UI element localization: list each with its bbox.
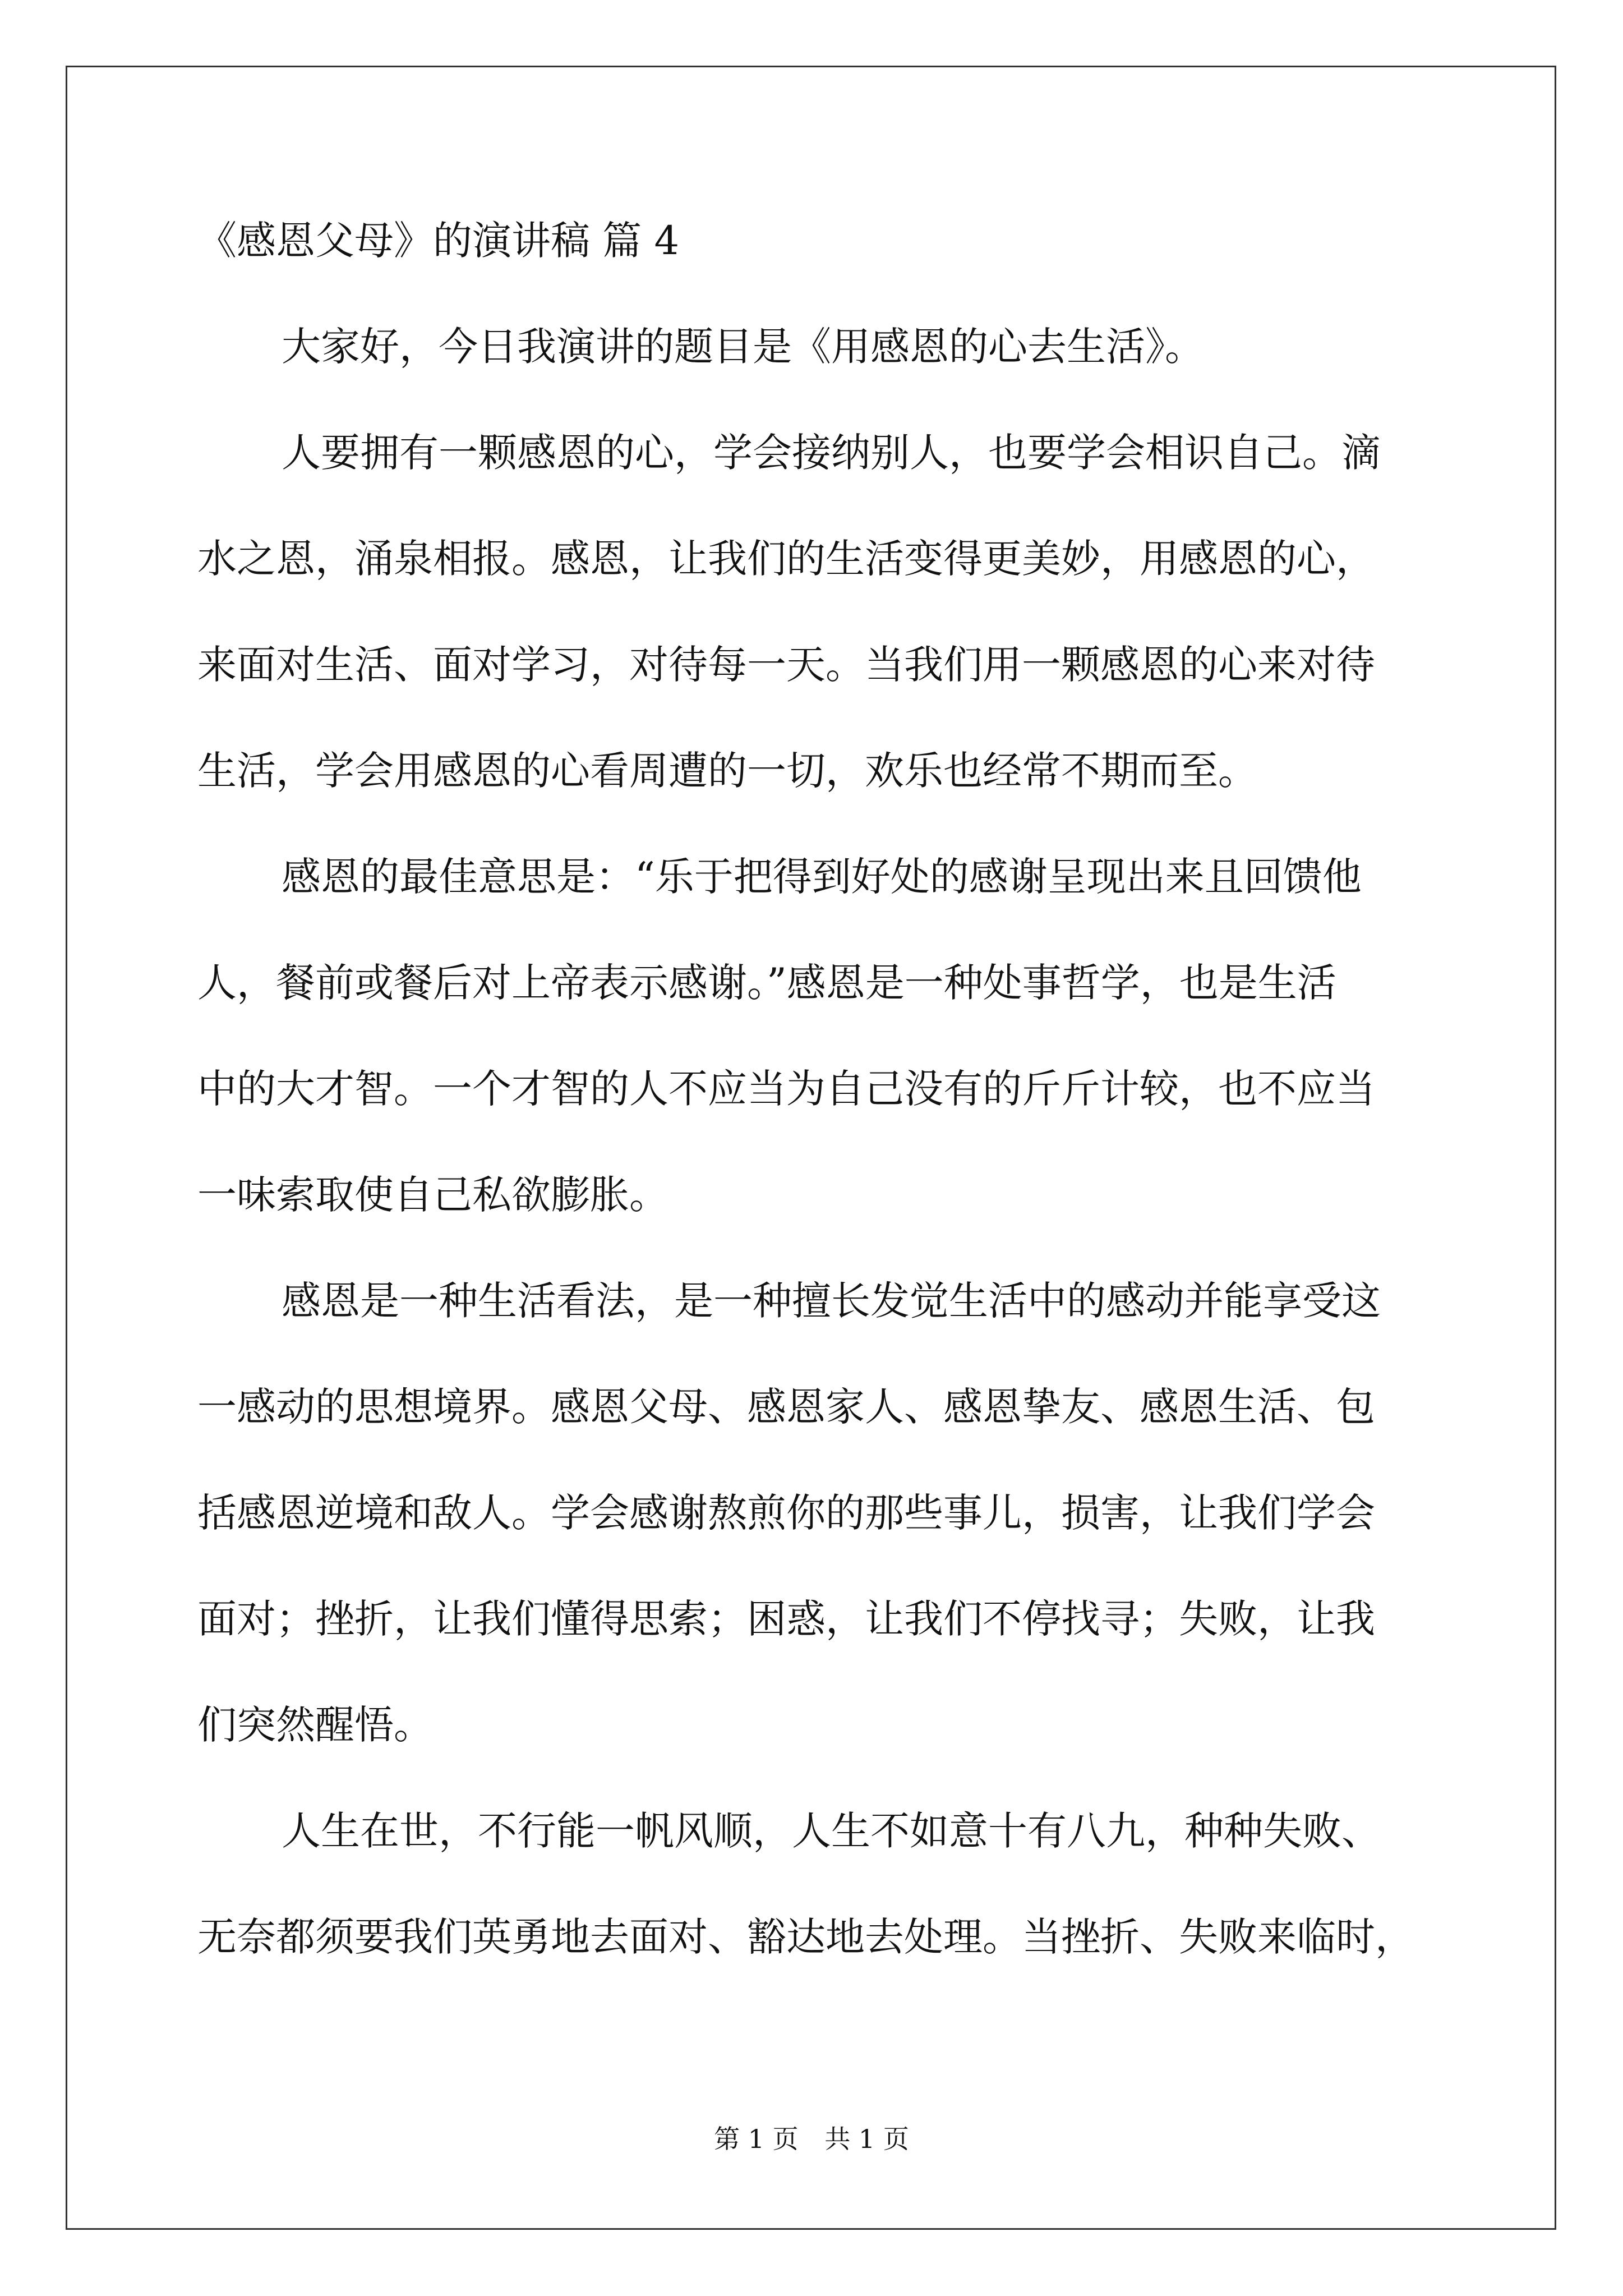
document-title: 《感恩父母》的演讲稿 篇 4 (197, 218, 680, 264)
text-line: 生活，学会用感恩的心看周遭的一切，欢乐也经常不期而至。 (197, 748, 1257, 794)
text-line: 括感恩逆境和敌人。学会感谢熬煎你的那些事儿，损害，让我们学会 (197, 1490, 1375, 1536)
text-line: 感恩的最佳意思是：“乐于把得到好处的感谢呈现出来且回馈他 (282, 854, 1362, 900)
text-line: 大家好，今日我演讲的题目是《用感恩的心去生活》。 (282, 324, 1204, 370)
page-footer (0, 2126, 1623, 2152)
page-border (66, 66, 1556, 2230)
text-line: 们突然醒悟。 (197, 1702, 433, 1748)
text-line: 无奈都须要我们英勇地去面对、豁达地去处理。当挫折、失败来临时， (197, 1914, 1414, 1960)
text-line: 水之恩，涌泉相报。感恩，让我们的生活变得更美妙，用感恩的心， (197, 536, 1375, 582)
text-line: 感恩是一种生活看法，是一种擅长发觉生活中的感动并能享受这 (282, 1278, 1381, 1324)
text-line: 中的大才智。一个才智的人不应当为自己没有的斤斤计较，也不应当 (197, 1066, 1375, 1112)
text-line: 人，餐前或餐后对上帝表示感谢。”感恩是一种处事哲学，也是生活 (197, 960, 1336, 1006)
text-line: 人要拥有一颗感恩的心，学会接纳别人，也要学会相识自己。滴 (282, 430, 1381, 476)
page-number-total: 共 1 页 (824, 2124, 909, 2154)
text-line: 人生在世，不行能一帆风顺，人生不如意十有八九，种种失败、 (282, 1808, 1381, 1854)
text-line: 一感动的思想境界。感恩父母、感恩家人、感恩挚友、感恩生活、包 (197, 1384, 1375, 1430)
text-line: 一味索取使自己私欲膨胀。 (197, 1172, 668, 1218)
page-number-current: 第 1 页 (714, 2124, 799, 2154)
text-line: 面对；挫折，让我们懂得思索；困惑，让我们不停找寻；失败，让我 (197, 1596, 1375, 1642)
text-line: 来面对生活、面对学习，对待每一天。当我们用一颗感恩的心来对待 (197, 642, 1375, 688)
